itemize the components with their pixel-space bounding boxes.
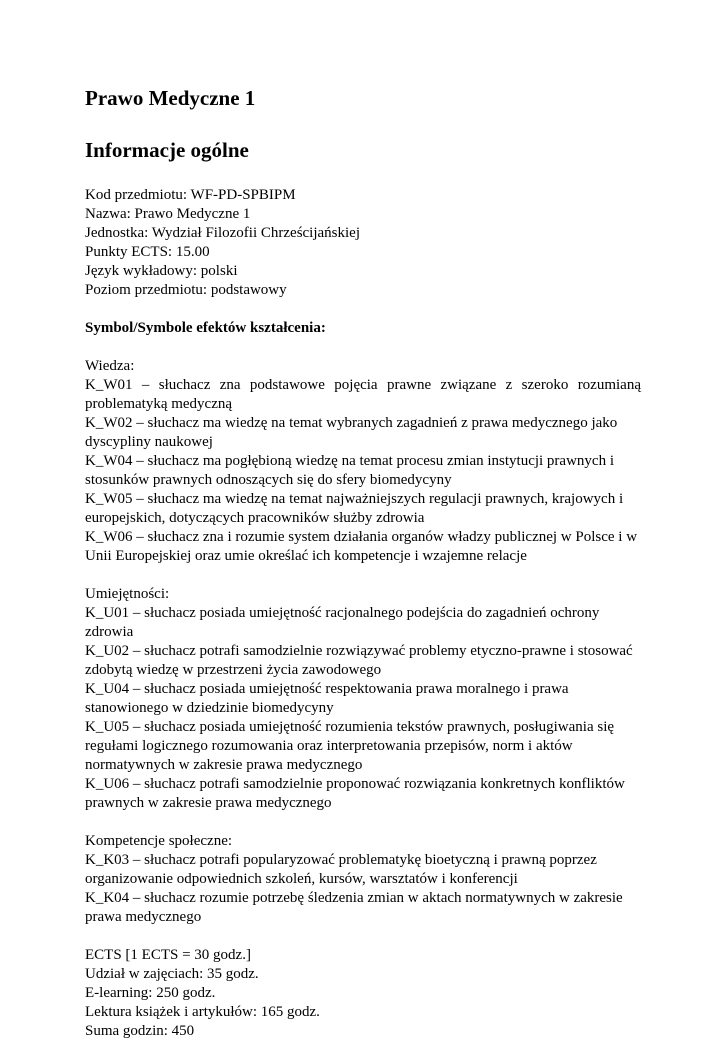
course-unit-line: Jednostka: Wydział Filozofii Chrześcijańskiej (85, 225, 361, 241)
effect-ku02: K_U02 – słuchacz potrafi samodzielnie rozwiązywać problemy etyczno-prawne i stosować zdobytą wiedzę w przestrzeni życia zawodowego (85, 643, 633, 678)
course-language-line: Język wykładowy: polski (85, 263, 238, 279)
social-competences-block (85, 832, 641, 927)
section-heading-general-info: Informacje ogólne (85, 138, 249, 162)
effect-kw04: K_W04 – słuchacz ma pogłębioną wiedzę na temat procesu zmian instytucji prawnych i stosunków prawnych odnoszących się do sfery biomedycyny (85, 453, 614, 488)
document-title: Prawo Medyczne 1 (85, 86, 256, 110)
course-code-line: Kod przedmiotu: WF-PD-SPBIPM (85, 187, 296, 203)
ects-header-line: ECTS [1 ECTS = 30 godz.] (85, 947, 251, 963)
knowledge-block (85, 357, 641, 566)
course-level-line: Poziom przedmiotu: podstawowy (85, 282, 287, 298)
ects-elearning-line: E-learning: 250 godz. (85, 985, 216, 1001)
effect-kk03: K_K03 – słuchacz potrafi popularyzować problematykę bioetyczną i prawną poprzez organizowanie odpowiednich szkoleń, kursów, warsztatów i konferencji (85, 852, 597, 887)
ects-total-line: Suma godzin: 450 (85, 1023, 195, 1039)
effect-kw01: K_W01 – słuchacz zna podstawowe pojęcia prawne związane z szeroko rozumianą problematyką medyczną (85, 377, 641, 412)
spacer (85, 813, 641, 832)
knowledge-label: Wiedza: (85, 358, 135, 374)
document-content (85, 86, 641, 1041)
effect-ku04: K_U04 – słuchacz posiada umiejętność respektowania prawa moralnego i prawa stanowionego w dziedzinie biomedycyny (85, 681, 569, 716)
effect-ku01: K_U01 – słuchacz posiada umiejętność racjonalnego podejścia do zagadnień ochrony zdrowia (85, 605, 600, 640)
effect-kk04: K_K04 – słuchacz rozumie potrzebę śledzenia zmian w aktach normatywnych w zakresie prawa medycznego (85, 890, 623, 925)
social-competences-label: Kompetencje społeczne: (85, 833, 233, 849)
general-info-block (85, 186, 641, 300)
effect-kw06: K_W06 – słuchacz zna i rozumie system działania organów władzy publicznej w Polsce i w Unii Europejskiej oraz umie określać ich kompetencje i wzajemne relacje (85, 529, 638, 564)
effects-heading: Symbol/Symbole efektów kształcenia: (85, 320, 326, 336)
effect-ku05: K_U05 – słuchacz posiada umiejętność rozumienia tekstów prawnych, posługiwania się regułami logicznego rozumowania oraz interpretowania przepisów, norm i aktów normatywnych w zakresie prawa medycznego (85, 719, 615, 773)
spacer (85, 338, 641, 357)
ects-reading-line: Lektura książek i artykułów: 165 godz. (85, 1004, 320, 1020)
spacer (85, 300, 641, 319)
course-name-line: Nazwa: Prawo Medyczne 1 (85, 206, 251, 222)
ects-participation-line: Udział w zajęciach: 35 godz. (85, 966, 259, 982)
course-ects-points-line: Punkty ECTS: 15.00 (85, 244, 210, 260)
ects-hours-block (85, 946, 641, 1041)
effect-ku06: K_U06 – słuchacz potrafi samodzielnie proponować rozwiązania konkretnych konfliktów prawnych w zakresie prawa medycznego (85, 776, 625, 811)
effect-kw02: K_W02 – słuchacz ma wiedzę na temat wybranych zagadnień z prawa medycznego jako dyscypliny naukowej (85, 415, 618, 450)
spacer (85, 566, 641, 585)
effect-kw05: K_W05 – słuchacz ma wiedzę na temat najważniejszych regulacji prawnych, krajowych i europejskich, dotyczących pracowników służby zdrowia (85, 491, 624, 526)
spacer (85, 927, 641, 946)
skills-label: Umiejętności: (85, 586, 170, 602)
skills-block (85, 585, 641, 813)
